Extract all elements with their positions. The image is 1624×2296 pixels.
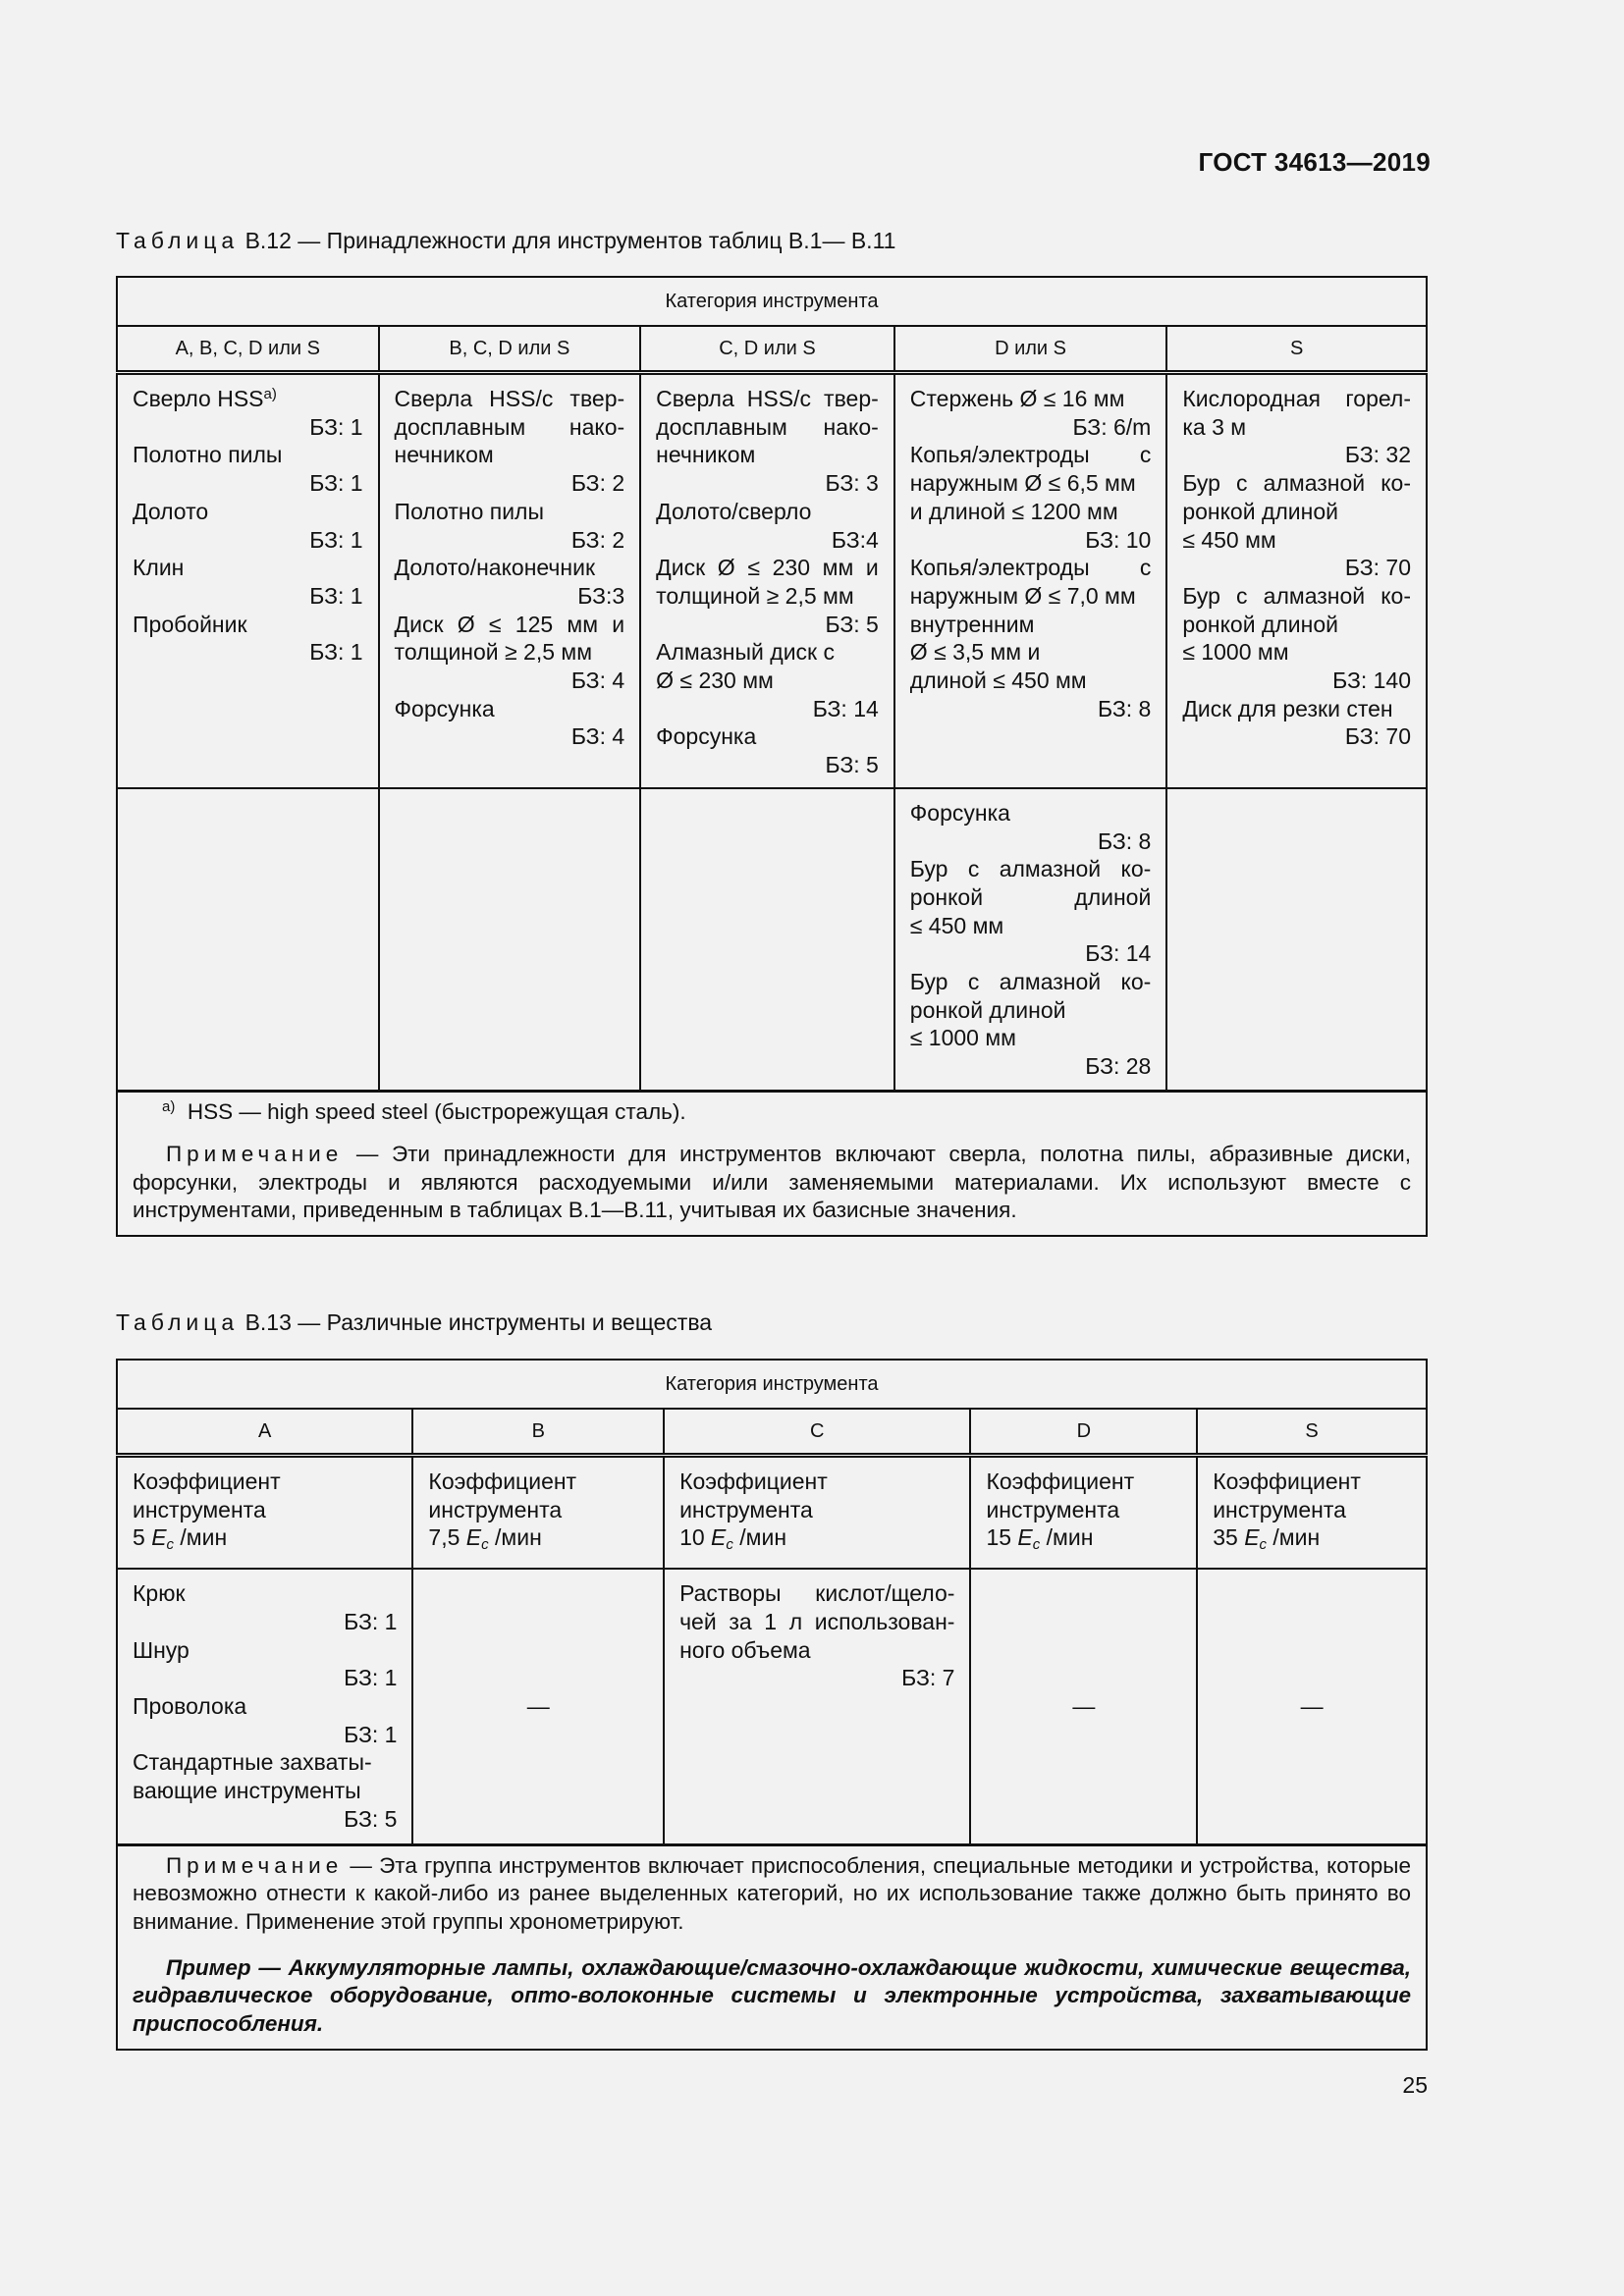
bz-value: БЗ: 28: [1085, 1053, 1152, 1080]
item-text: ронкой длиной: [1182, 611, 1338, 637]
table12-col-header: D или S: [894, 326, 1167, 373]
bz-value: БЗ: 3: [825, 470, 879, 497]
table12-category-header: Категория инструмента: [117, 277, 1427, 326]
item-text: Ø ≤ 230 мм: [656, 667, 774, 694]
item-text: Бур с алмазной ко-: [1182, 470, 1411, 497]
item-text: Проволока: [133, 1692, 247, 1719]
table12-footnote: $^{a)}$ HSS — high speed steel (быстрорежущая сталь).: [162, 1098, 686, 1125]
bz-value: БЗ: 1: [309, 413, 363, 440]
item-text: Крюк: [133, 1580, 186, 1607]
bz-value: БЗ:4: [831, 526, 879, 553]
item-text: наружным Ø ≤ 7,0 мм: [909, 582, 1136, 609]
table12-cell-col5: [1166, 373, 1427, 788]
item-text: Сверло HSS$^{a)}$: [133, 386, 277, 411]
table13-caption-label: Таблица: [116, 1309, 240, 1335]
item-text: Растворы кислот/щело-: [679, 1580, 955, 1607]
footnote-mark: a): [162, 1098, 176, 1116]
bz-value: БЗ: 1: [309, 526, 363, 553]
coef-cell: Коэффициент инструмента 35 $E_c$ /мин: [1197, 1456, 1427, 1570]
table12-notes: [117, 1092, 1427, 1236]
item-text: Бур с алмазной ко-: [1182, 582, 1411, 609]
table12-col-header: А, В, С, D или S: [117, 326, 379, 373]
page-number: 25: [1402, 2072, 1428, 2098]
table12: [116, 276, 1428, 1237]
table13-cell-colC: [664, 1569, 970, 1844]
item-text: Алмазный диск с: [656, 639, 835, 666]
bz-value: БЗ: 1: [344, 1608, 398, 1634]
bz-value: БЗ: 1: [309, 639, 363, 666]
item-text: Сверла HSS/с твер-: [656, 386, 879, 411]
bz-value: БЗ: 7: [901, 1665, 955, 1691]
coef-cell: Коэффициент инструмента 15 $E_c$ /мин: [970, 1456, 1197, 1570]
bz-value: БЗ: 5: [825, 752, 879, 778]
table12-cell-col4: [894, 373, 1167, 788]
item-text: нечником: [394, 442, 494, 468]
bz-value: БЗ: 5: [344, 1805, 398, 1832]
table13-col-header: С: [664, 1409, 970, 1456]
bz-value: БЗ: 10: [1085, 526, 1152, 553]
item-text: ного объема: [679, 1636, 811, 1663]
table13: [116, 1359, 1428, 2051]
bz-value: БЗ: 1: [309, 582, 363, 609]
item-text: Форсунка: [909, 799, 1010, 826]
item-text: нечником: [656, 442, 756, 468]
footnote-mark: a): [263, 386, 277, 402]
item-text: ≤ 1000 мм: [909, 1025, 1016, 1051]
item-text: ≤ 450 мм: [1182, 526, 1276, 553]
item-text: Сверла HSS/с твер-: [394, 386, 625, 411]
item-text: толщиной ≥ 2,5 мм: [394, 639, 593, 666]
item-text: Долото: [133, 498, 209, 524]
table13-category-header: Категория инструмента: [117, 1360, 1427, 1409]
bz-value: БЗ: 14: [812, 695, 879, 721]
table12-empty-cell: [379, 788, 641, 1092]
coef-cell: Коэффициент инструмента 10 $E_c$ /мин: [664, 1456, 970, 1570]
item-text: досплавным нако-: [394, 413, 625, 440]
bz-value: БЗ: 5: [825, 611, 879, 637]
item-text: длиной ≤ 450 мм: [909, 667, 1087, 694]
table13-example: Пример — Аккумуляторные лампы, охлаждающие/смазочно-охлаждающие жидкости, химические вещества, гидравлическое оборудование, опто-волоконные системы и электронные устройства, захватывающие приспособления.: [133, 1954, 1411, 2037]
item-text: Стандартные захваты-: [133, 1749, 372, 1776]
item-text: ронкой длиной: [909, 883, 1152, 910]
item-text: Полотно пилы: [133, 442, 283, 468]
table12-empty-cell: [117, 788, 379, 1092]
item-text: досплавным нако-: [656, 413, 879, 440]
item-text: Бур с алмазной ко-: [909, 856, 1152, 882]
bz-value: БЗ: 1: [344, 1721, 398, 1747]
bz-value: БЗ: 1: [309, 470, 363, 497]
table12-empty-cell: [640, 788, 894, 1092]
bz-value: БЗ:3: [577, 582, 625, 609]
coef-cell: Коэффициент инструмента 7,5 $E_c$ /мин: [412, 1456, 664, 1570]
item-text: Пробойник: [133, 611, 247, 637]
item-text: Диск Ø ≤ 230 мм и: [656, 555, 879, 581]
table13-col-header: А: [117, 1409, 412, 1456]
item-text: внутренним: [909, 611, 1035, 637]
note-label: Примечание: [166, 1852, 344, 1878]
document-code: ГОСТ 34613—2019: [1198, 147, 1431, 177]
table12-note: Примечание — Эти принадлежности для инструментов включают сверла, полотна пилы, абразивные диски, форсунки, электроды и являются расходуемыми и/или заменяемыми материалами. Их используют вместе с инструментами, приведенным в таблицах В.1—В.11, учитывая их базисные значения.: [133, 1142, 1411, 1223]
bz-value: БЗ: 1: [344, 1665, 398, 1691]
table13-caption-text: В.13 — Различные инструменты и вещества: [244, 1309, 713, 1335]
dash-cell: —: [970, 1569, 1197, 1844]
dash-cell: —: [1197, 1569, 1427, 1844]
dash-cell: —: [412, 1569, 664, 1844]
table13-cell-colA: [117, 1569, 412, 1844]
bz-value: БЗ: 140: [1332, 667, 1411, 694]
item-text: наружным Ø ≤ 6,5 мм: [909, 470, 1136, 497]
bz-value: БЗ: 32: [1344, 442, 1411, 468]
table13-col-header: В: [412, 1409, 664, 1456]
item-text: ≤ 450 мм: [909, 912, 1004, 938]
item-text: чей за 1 л использован-: [679, 1608, 955, 1634]
bz-value: БЗ: 70: [1344, 555, 1411, 581]
table13-col-header: D: [970, 1409, 1197, 1456]
item-text: Кислородная горел-: [1182, 386, 1411, 411]
item-text: Долото/наконечник: [394, 555, 596, 581]
table12-cell-col2: [379, 373, 641, 788]
item-text: Форсунка: [656, 723, 757, 750]
item-text: вающие инструменты: [133, 1778, 361, 1804]
table12-cell-col1: [117, 373, 379, 788]
table12-caption-text: В.12 — Принадлежности для инструментов таблиц В.1— В.11: [244, 228, 896, 253]
bz-value: БЗ: 8: [1098, 695, 1152, 721]
table12-empty-cell: [1166, 788, 1427, 1092]
table12-cell-row2-col4: [894, 788, 1167, 1092]
item-text: ка 3 м: [1182, 413, 1247, 440]
table13-caption: [116, 1309, 712, 1336]
coef-cell: Коэффициент инструмента 5 $E_c$ /мин: [117, 1456, 412, 1570]
table12-col-header: S: [1166, 326, 1427, 373]
item-text: Долото/сверло: [656, 498, 812, 524]
item-text: Диск Ø ≤ 125 мм и: [394, 611, 625, 637]
table12-cell-col3: [640, 373, 894, 788]
bz-value: БЗ: 2: [570, 526, 625, 553]
item-text: Полотно пилы: [394, 498, 545, 524]
item-text: и длиной ≤ 1200 мм: [909, 498, 1118, 524]
table13-notes: [117, 1844, 1427, 2050]
item-text: ронкой длиной: [1182, 498, 1338, 524]
bz-value: БЗ: 6/m: [1072, 413, 1152, 440]
table13-col-header: S: [1197, 1409, 1427, 1456]
item-text: Шнур: [133, 1636, 189, 1663]
item-text: ронкой длиной: [909, 996, 1066, 1023]
item-text: Форсунка: [394, 695, 495, 721]
table12-caption: [116, 228, 895, 254]
item-text: Стержень Ø ≤ 16 мм: [909, 386, 1125, 411]
bz-value: БЗ: 70: [1344, 723, 1411, 750]
bz-value: БЗ: 4: [570, 723, 625, 750]
item-text: Ø ≤ 3,5 мм и: [909, 639, 1041, 666]
item-text: Бур с алмазной ко-: [909, 969, 1152, 995]
table12-caption-label: Таблица: [116, 228, 240, 253]
bz-value: БЗ: 8: [1098, 828, 1152, 854]
bz-value: БЗ: 2: [570, 470, 625, 497]
item-text: Клин: [133, 555, 185, 581]
table12-col-header: В, С, D или S: [379, 326, 641, 373]
table13-note: Примечание — Эта группа инструментов включает приспособления, специальные методики и устройства, которые невозможно отнести к какой-либо из ранее выделенных категорий, но их использование также должно быть принято во внимание. Применение этой группы хронометрируют.: [133, 1852, 1411, 1935]
note-label: Примечание: [166, 1142, 344, 1167]
item-text: Копья/электроды с: [909, 442, 1152, 468]
item-text: Копья/электроды с: [909, 555, 1152, 581]
item-text: Диск для резки стен: [1182, 695, 1393, 721]
table12-col-header: С, D или S: [640, 326, 894, 373]
item-text: ≤ 1000 мм: [1182, 639, 1289, 666]
item-text: толщиной ≥ 2,5 мм: [656, 582, 854, 609]
bz-value: БЗ: 14: [1085, 940, 1152, 967]
bz-value: БЗ: 4: [570, 667, 625, 694]
